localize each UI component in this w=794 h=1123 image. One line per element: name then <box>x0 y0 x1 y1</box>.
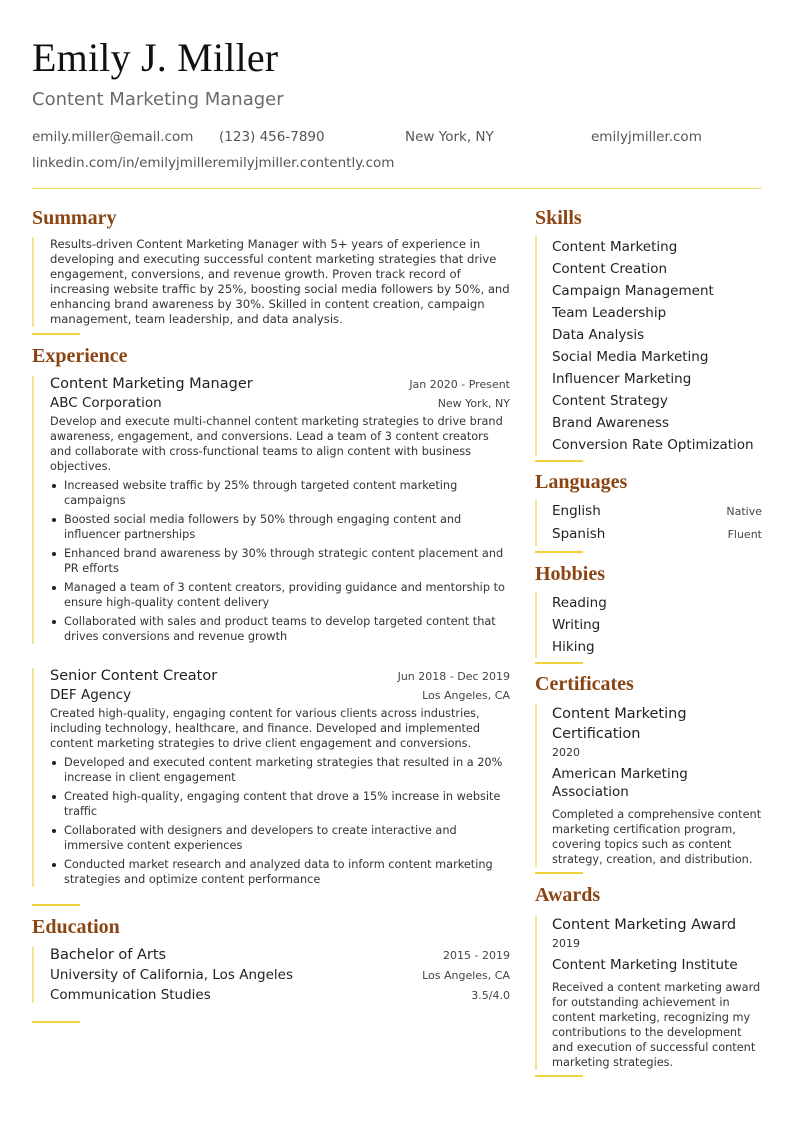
certificate-entry <box>535 704 762 867</box>
education-gpa: 3.5/4.0 <box>471 989 510 1002</box>
experience-underline <box>32 904 80 906</box>
certificate-issuer: American Marketing Association <box>552 766 688 800</box>
skill-item: Conversion Rate Optimization <box>552 437 754 453</box>
job-location: New York, NY <box>437 397 510 410</box>
job-header <box>50 668 510 684</box>
education-degree-row <box>50 947 510 963</box>
experience-heading: Experience <box>32 345 128 367</box>
job-dates: Jan 2020 - Present <box>409 378 510 391</box>
job-subheader <box>50 687 510 703</box>
education-location: Los Angeles, CA <box>422 969 510 982</box>
website-link[interactable]: emilyjmiller.com <box>591 129 702 145</box>
hobbies-underline <box>535 662 583 664</box>
language-row <box>552 500 762 523</box>
summary-underline <box>32 333 80 335</box>
phone-text: (123) 456-7890 <box>219 129 325 145</box>
education-years: 2015 - 2019 <box>443 949 510 962</box>
hobby-item: Reading <box>552 595 607 611</box>
certificates-underline <box>535 872 583 874</box>
achievement-item: Collaborated with sales and product teams to develop targeted content that drives conversions and revenue growth <box>50 614 510 644</box>
language-row <box>552 523 762 546</box>
header-divider <box>32 188 762 189</box>
skill-item: Content Marketing <box>552 239 678 255</box>
certificate-description: Completed a comprehensive content marketing certification program, covering topics such as content strategy, creation, and distribution. <box>552 808 762 866</box>
languages-heading: Languages <box>535 471 628 493</box>
skill-item: Influencer Marketing <box>552 371 692 387</box>
skills-list <box>535 236 762 456</box>
candidate-title: Content Marketing Manager <box>32 89 284 110</box>
language-name: English <box>552 503 601 519</box>
certificate-year: 2020 <box>552 746 580 759</box>
skill-item: Data Analysis <box>552 327 645 343</box>
skills-heading: Skills <box>535 207 582 229</box>
job-company: DEF Agency <box>50 687 132 703</box>
achievement-item: Collaborated with designers and developers to create interactive and immersive content experiences <box>50 823 510 853</box>
candidate-name: Emily J. Miller <box>32 35 279 80</box>
summary-text: Results-driven Content Marketing Manager with 5+ years of experience in developing and executing successful content marketing strategies that drive engagement, conversions, and revenue growth. Proven track record of increasing website traffic by 25%, boosting social media followers by 50%, and enhancing brand awareness by 30%. Skilled in content creation, campaign management, team leadership, and data analysis. <box>50 237 510 326</box>
hobby-item: Writing <box>552 617 601 633</box>
education-degree: Bachelor of Arts <box>50 947 167 963</box>
award-issuer: Content Marketing Institute <box>552 957 738 973</box>
award-description: Received a content marketing award for outstanding achievement in content marketing, recognizing my contributions to the development and execution of successful content marketing strategies. <box>552 981 761 1069</box>
languages-underline <box>535 551 583 553</box>
job-subheader <box>50 395 510 411</box>
linkedin-link[interactable]: linkedin.com/in/emilyjmilleremilyjmiller.contently.com <box>32 155 395 171</box>
job-location: Los Angeles, CA <box>422 689 510 702</box>
achievement-item: Created high-quality, engaging content that drove a 15% increase in website traffic <box>50 789 510 819</box>
award-year: 2019 <box>552 937 580 950</box>
job-achievements <box>50 478 510 644</box>
language-name: Spanish <box>552 526 606 542</box>
language-level: Fluent <box>727 528 762 541</box>
job-role: Content Marketing Manager <box>50 376 253 392</box>
job-entry <box>32 376 510 644</box>
award-name: Content Marketing Award <box>552 917 737 933</box>
awards-underline <box>535 1075 583 1077</box>
skill-item: Brand Awareness <box>552 415 669 431</box>
job-description: Created high-quality, engaging content for various clients across industries, including technology, healthcare, and finance. Developed and implemented content marketing strategies to drive client engagement and conversions. <box>50 707 481 750</box>
language-level: Native <box>726 505 762 518</box>
achievement-item: Enhanced brand awareness by 30% through strategic content placement and PR efforts <box>50 546 510 576</box>
job-achievements <box>50 755 510 887</box>
job-header <box>50 376 510 392</box>
hobbies-list <box>535 592 762 658</box>
skills-underline <box>535 460 583 462</box>
education-school: University of California, Los Angeles <box>50 967 294 983</box>
skill-item: Team Leadership <box>552 305 667 321</box>
award-entry <box>535 915 762 1070</box>
achievement-item: Increased website traffic by 25% through targeted content marketing campaigns <box>50 478 510 508</box>
job-entry <box>32 668 510 887</box>
achievement-item: Developed and executed content marketing strategies that resulted in a 20% increase in client engagement <box>50 755 510 785</box>
skill-item: Content Strategy <box>552 393 668 409</box>
achievement-item: Conducted market research and analyzed data to inform content marketing strategies and optimize content performance <box>50 857 510 887</box>
education-heading: Education <box>32 916 120 938</box>
certificate-name: Content Marketing Certification <box>552 706 687 742</box>
skill-item: Content Creation <box>552 261 668 277</box>
education-block <box>32 947 510 1003</box>
education-field-row <box>50 987 510 1003</box>
job-description: Develop and execute multi-channel content marketing strategies to drive brand awareness, engagement, and conversions. Lead a team of 3 content creators and collaborate with cross-functional teams to align content with business objectives. <box>50 415 503 473</box>
skill-item: Campaign Management <box>552 283 714 299</box>
hobby-item: Hiking <box>552 639 595 655</box>
skill-item: Social Media Marketing <box>552 349 709 365</box>
certificates-heading: Certificates <box>535 673 634 695</box>
location-text: New York, NY <box>405 129 494 145</box>
job-role: Senior Content Creator <box>50 668 218 684</box>
job-dates: Jun 2018 - Dec 2019 <box>397 670 510 683</box>
summary-heading: Summary <box>32 207 117 229</box>
job-company: ABC Corporation <box>50 395 162 411</box>
hobbies-heading: Hobbies <box>535 563 606 585</box>
education-field: Communication Studies <box>50 987 211 1003</box>
education-school-row <box>50 967 510 983</box>
languages-list <box>535 500 762 546</box>
achievement-item: Managed a team of 3 content creators, providing guidance and mentorship to ensure high-quality content delivery <box>50 580 510 610</box>
achievement-item: Boosted social media followers by 50% through engaging content and influencer partnerships <box>50 512 510 542</box>
education-underline <box>32 1021 80 1023</box>
summary-block <box>32 237 510 327</box>
email-link[interactable]: emily.miller@email.com <box>32 129 194 145</box>
awards-heading: Awards <box>535 884 601 906</box>
